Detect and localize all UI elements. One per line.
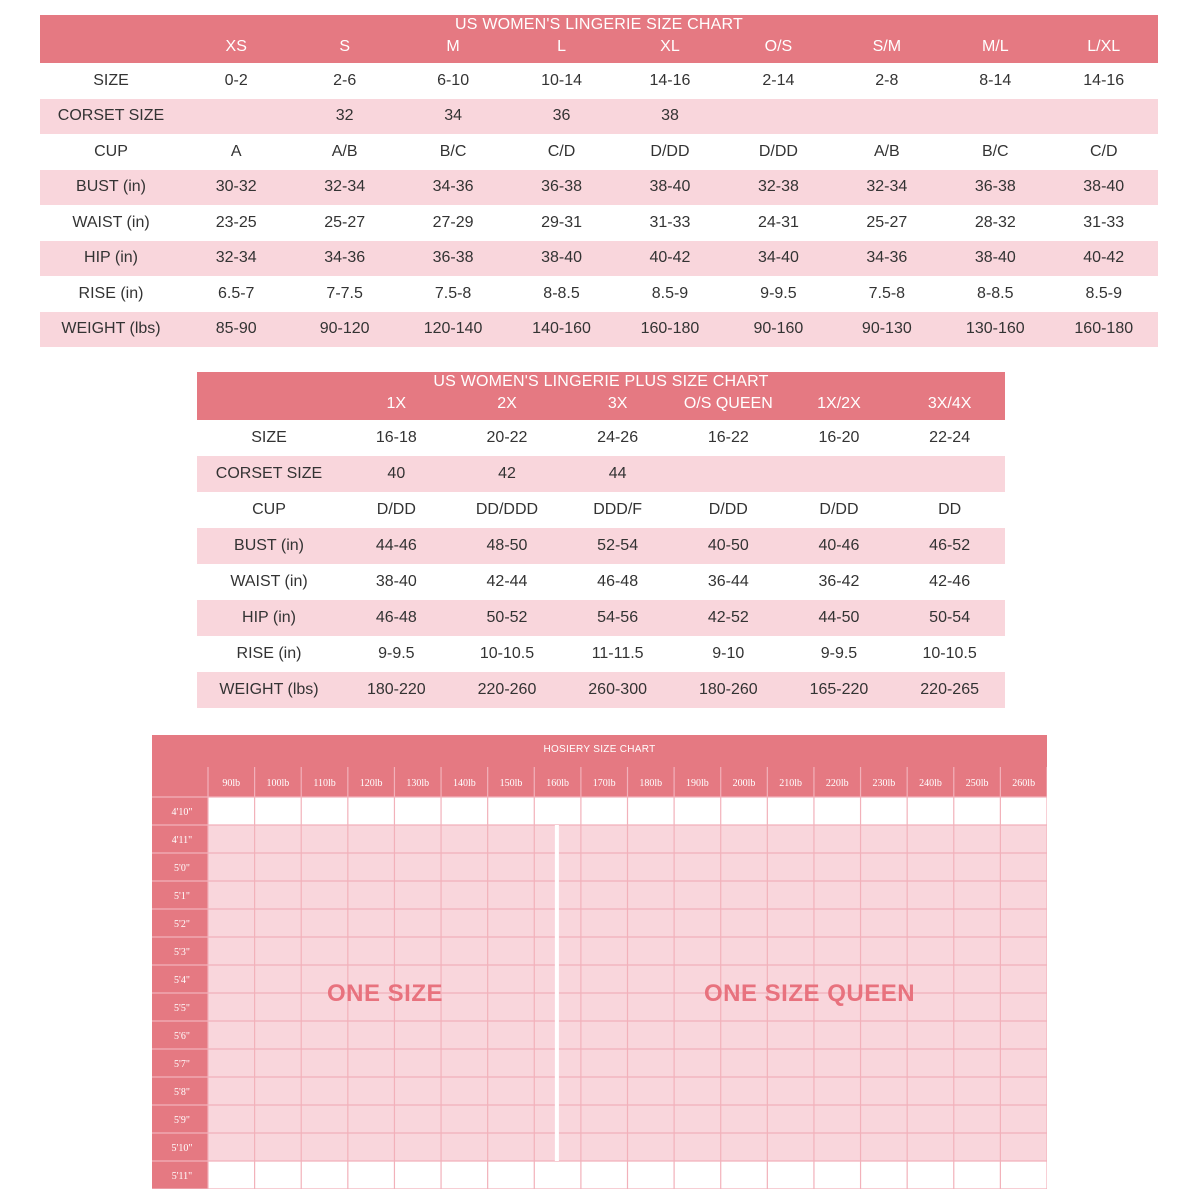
table-cell: 180-220 [341, 672, 452, 708]
table-cell: DDD/F [562, 492, 673, 528]
hosiery-grid [152, 735, 1047, 1189]
table-cell: B/C [941, 134, 1049, 170]
table-row [40, 241, 1158, 277]
table-cell: 2-14 [724, 63, 832, 99]
table-cell: 8-14 [941, 63, 1049, 99]
table-cell: D/DD [616, 134, 724, 170]
table-cell: A [182, 134, 290, 170]
row-label: RISE (in) [197, 636, 341, 672]
table-cell: 7.5-8 [833, 276, 941, 312]
table-cell [724, 99, 832, 135]
column-header: O/S QUEEN [673, 392, 784, 420]
table-cell: 38-40 [616, 170, 724, 206]
column-header: XL [616, 35, 724, 63]
table-cell: DD [894, 492, 1005, 528]
table-cell: 40-42 [1050, 241, 1159, 277]
table-row [197, 564, 1005, 600]
table-cell [1050, 99, 1159, 135]
table-cell: 85-90 [182, 312, 290, 348]
table-cell: 2-6 [290, 63, 398, 99]
table-cell: 32-34 [833, 170, 941, 206]
table-cell: 34 [399, 99, 507, 135]
row-label: WEIGHT (lbs) [40, 312, 182, 348]
table-cell: 7-7.5 [290, 276, 398, 312]
one-size-queen-region-label: ONE SIZE QUEEN [704, 980, 916, 1007]
table-cell: 90-130 [833, 312, 941, 348]
table-cell: 165-220 [784, 672, 895, 708]
table-cell: 24-31 [724, 205, 832, 241]
table-cell: D/DD [341, 492, 452, 528]
table-cell: 16-18 [341, 420, 452, 456]
table-cell: 44-50 [784, 600, 895, 636]
table-cell: 38-40 [1050, 170, 1159, 206]
table-cell: 28-32 [941, 205, 1049, 241]
table-cell: 32-38 [724, 170, 832, 206]
table-cell: 36-38 [399, 241, 507, 277]
table-cell: 44 [562, 456, 673, 492]
table-cell: 6.5-7 [182, 276, 290, 312]
table-cell: 160-180 [616, 312, 724, 348]
weight-label: 240lb [919, 778, 942, 789]
table-cell: C/D [507, 134, 615, 170]
column-header: 1X/2X [784, 392, 895, 420]
column-header: M [399, 35, 507, 63]
row-label: WAIST (in) [40, 205, 182, 241]
table-cell: 36 [507, 99, 615, 135]
table-cell [673, 456, 784, 492]
table-cell: 7.5-8 [399, 276, 507, 312]
table-cell: 160-180 [1050, 312, 1159, 348]
weight-label: 250lb [965, 778, 989, 789]
table-cell [784, 456, 895, 492]
height-label: 5'7" [174, 1059, 190, 1070]
table-cell: 9-9.5 [724, 276, 832, 312]
table-cell: 36-42 [784, 564, 895, 600]
column-header: 1X [341, 392, 452, 420]
table-cell: 34-36 [290, 241, 398, 277]
table-cell: D/DD [673, 492, 784, 528]
table-cell: 90-120 [290, 312, 398, 348]
weight-label: 160lb [546, 778, 569, 789]
table-cell: 9-10 [673, 636, 784, 672]
table-cell [941, 99, 1049, 135]
column-header: S/M [833, 35, 941, 63]
column-header: M/L [941, 35, 1049, 63]
table-cell: 36-38 [941, 170, 1049, 206]
header-blank-cell [197, 392, 341, 420]
table-cell: 10-10.5 [894, 636, 1005, 672]
table-row [197, 492, 1005, 528]
table-row [40, 134, 1158, 170]
table-cell: 31-33 [616, 205, 724, 241]
table-cell: 38-40 [341, 564, 452, 600]
table-cell: 32 [290, 99, 398, 135]
table-cell: B/C [399, 134, 507, 170]
height-label: 5'6" [174, 1031, 190, 1042]
table-cell: 25-27 [833, 205, 941, 241]
weight-label: 140lb [452, 778, 476, 789]
table-row [197, 420, 1005, 456]
table-cell: 40-46 [784, 528, 895, 564]
column-header: L [507, 35, 615, 63]
table-cell: 16-22 [673, 420, 784, 456]
weight-label: 150lb [499, 778, 523, 789]
table-cell: 54-56 [562, 600, 673, 636]
table-cell: 34-36 [833, 241, 941, 277]
table-cell: 32-34 [182, 241, 290, 277]
table-cell: 23-25 [182, 205, 290, 241]
row-label: RISE (in) [40, 276, 182, 312]
table-cell: D/DD [724, 134, 832, 170]
column-header: O/S [724, 35, 832, 63]
weight-label: 120lb [359, 778, 383, 789]
table-cell: 48-50 [452, 528, 563, 564]
column-header: L/XL [1050, 35, 1159, 63]
column-header: XS [182, 35, 290, 63]
weight-label: 170lb [592, 778, 616, 789]
table-cell: 120-140 [399, 312, 507, 348]
table-cell: 52-54 [562, 528, 673, 564]
plus-size-chart-title: US WOMEN'S LINGERIE PLUS SIZE CHART [197, 372, 1005, 392]
table-cell: 6-10 [399, 63, 507, 99]
row-label: SIZE [197, 420, 341, 456]
table-cell: 38 [616, 99, 724, 135]
table-cell: 9-9.5 [784, 636, 895, 672]
header-blank-cell [40, 35, 182, 63]
weight-label: 230lb [872, 778, 896, 789]
table-cell: 36-38 [507, 170, 615, 206]
height-label: 5'5" [174, 1003, 190, 1014]
height-label: 4'11" [171, 835, 193, 846]
table-cell: 50-52 [452, 600, 563, 636]
height-label: 4'10" [171, 807, 193, 818]
table-cell [894, 456, 1005, 492]
table-cell: DD/DDD [452, 492, 563, 528]
size-chart-header-row [40, 35, 1158, 63]
lingerie-size-chart [40, 15, 1158, 347]
table-cell: 38-40 [941, 241, 1049, 277]
table-row [40, 312, 1158, 348]
row-label: HIP (in) [40, 241, 182, 277]
table-cell: 25-27 [290, 205, 398, 241]
weight-label: 180lb [639, 778, 663, 789]
table-cell: 2-8 [833, 63, 941, 99]
table-cell: 220-260 [452, 672, 563, 708]
table-cell: 8-8.5 [941, 276, 1049, 312]
column-header: S [290, 35, 398, 63]
table-cell: 42-46 [894, 564, 1005, 600]
height-label: 5'8" [174, 1087, 190, 1098]
height-label: 5'2" [174, 919, 190, 930]
weight-label: 210lb [779, 778, 803, 789]
table-cell: 16-20 [784, 420, 895, 456]
table-cell: 30-32 [182, 170, 290, 206]
table-cell [182, 99, 290, 135]
table-cell: 46-52 [894, 528, 1005, 564]
table-row [40, 99, 1158, 135]
table-cell: 24-26 [562, 420, 673, 456]
table-cell: 42-52 [673, 600, 784, 636]
table-row [197, 528, 1005, 564]
table-cell: 34-40 [724, 241, 832, 277]
table-cell: 8.5-9 [616, 276, 724, 312]
table-cell: 14-16 [616, 63, 724, 99]
weight-label: 260lb [1012, 778, 1036, 789]
row-label: WAIST (in) [197, 564, 341, 600]
weight-label: 220lb [825, 778, 849, 789]
height-label: 5'4" [174, 975, 190, 986]
table-row [40, 205, 1158, 241]
column-header: 2X [452, 392, 563, 420]
row-label: CORSET SIZE [197, 456, 341, 492]
table-cell: 44-46 [341, 528, 452, 564]
height-label: 5'11" [171, 1171, 193, 1182]
table-cell: 29-31 [507, 205, 615, 241]
column-header: 3X [562, 392, 673, 420]
table-cell: A/B [833, 134, 941, 170]
one-size-region-label: ONE SIZE [327, 980, 444, 1007]
table-cell: 46-48 [562, 564, 673, 600]
weight-label: 190lb [686, 778, 709, 789]
table-cell: 40-42 [616, 241, 724, 277]
table-cell: 50-54 [894, 600, 1005, 636]
table-cell: 32-34 [290, 170, 398, 206]
row-label: CUP [197, 492, 341, 528]
hosiery-chart-title: HOSIERY SIZE CHART [152, 735, 1047, 767]
table-cell: 31-33 [1050, 205, 1159, 241]
table-cell: 34-36 [399, 170, 507, 206]
row-label: HIP (in) [197, 600, 341, 636]
table-cell: 38-40 [507, 241, 615, 277]
height-label: 5'10" [171, 1143, 193, 1154]
table-cell: 22-24 [894, 420, 1005, 456]
table-cell: A/B [290, 134, 398, 170]
table-cell: 8.5-9 [1050, 276, 1159, 312]
table-cell: 14-16 [1050, 63, 1159, 99]
weight-label: 100lb [266, 778, 290, 789]
row-label: BUST (in) [40, 170, 182, 206]
table-cell: 42-44 [452, 564, 563, 600]
row-label: WEIGHT (lbs) [197, 672, 341, 708]
weight-label: 110lb [313, 778, 336, 789]
table-cell: C/D [1050, 134, 1159, 170]
weight-label: 130lb [406, 778, 430, 789]
table-row [40, 276, 1158, 312]
height-label: 5'0" [174, 863, 190, 874]
table-cell: 11-11.5 [562, 636, 673, 672]
size-chart-title: US WOMEN'S LINGERIE SIZE CHART [40, 15, 1158, 35]
table-cell: 42 [452, 456, 563, 492]
row-label: CUP [40, 134, 182, 170]
table-row [40, 63, 1158, 99]
table-row [197, 672, 1005, 708]
column-header: 3X/4X [894, 392, 1005, 420]
table-cell: 46-48 [341, 600, 452, 636]
table-cell: D/DD [784, 492, 895, 528]
table-cell: 10-10.5 [452, 636, 563, 672]
table-cell: 20-22 [452, 420, 563, 456]
row-label: CORSET SIZE [40, 99, 182, 135]
table-cell: 130-160 [941, 312, 1049, 348]
height-label: 5'1" [174, 891, 190, 902]
row-label: SIZE [40, 63, 182, 99]
table-row [197, 600, 1005, 636]
table-cell: 40 [341, 456, 452, 492]
table-cell: 27-29 [399, 205, 507, 241]
table-cell: 140-160 [507, 312, 615, 348]
plus-size-chart-header-row [197, 392, 1005, 420]
table-cell: 90-160 [724, 312, 832, 348]
table-cell: 36-44 [673, 564, 784, 600]
table-cell: 8-8.5 [507, 276, 615, 312]
weight-label: 200lb [732, 778, 756, 789]
row-label: BUST (in) [197, 528, 341, 564]
lingerie-plus-size-chart [197, 372, 1005, 708]
weight-label: 90lb [222, 778, 241, 789]
table-row [197, 456, 1005, 492]
height-label: 5'9" [174, 1115, 190, 1126]
table-row [40, 170, 1158, 206]
hosiery-size-chart [152, 735, 1047, 1189]
table-cell: 0-2 [182, 63, 290, 99]
table-cell: 260-300 [562, 672, 673, 708]
table-cell: 10-14 [507, 63, 615, 99]
table-cell [833, 99, 941, 135]
table-cell: 220-265 [894, 672, 1005, 708]
table-cell: 180-260 [673, 672, 784, 708]
table-cell: 9-9.5 [341, 636, 452, 672]
table-row [197, 636, 1005, 672]
table-cell: 40-50 [673, 528, 784, 564]
height-label: 5'3" [174, 947, 190, 958]
